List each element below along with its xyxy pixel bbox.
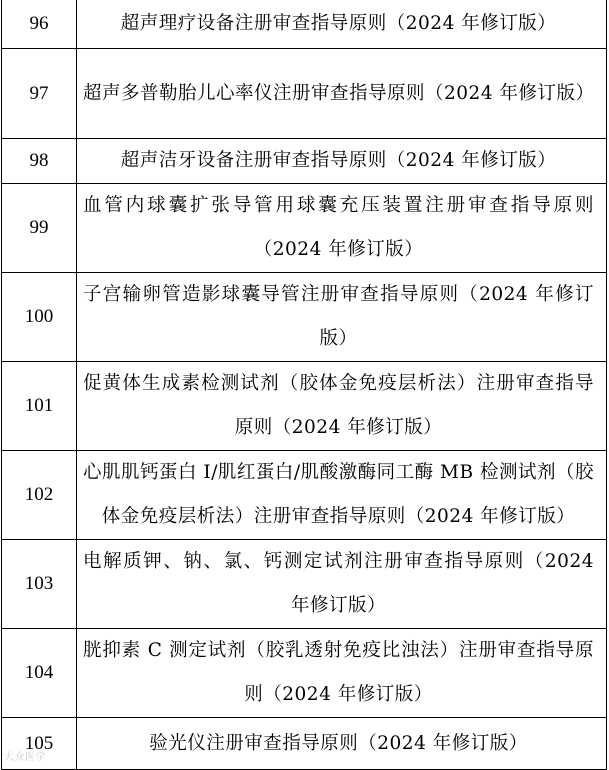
table-row bbox=[2, 629, 607, 718]
row-number: 105 bbox=[2, 718, 77, 770]
row-number: 103 bbox=[2, 540, 77, 629]
guideline-title: 电解质钾、钠、氯、钙测定试剂注册审查指导原则（2024 年修订版） bbox=[77, 540, 607, 629]
table-row bbox=[2, 0, 607, 49]
watermark-logo bbox=[4, 748, 46, 763]
table-row bbox=[2, 184, 607, 273]
row-number: 101 bbox=[2, 362, 77, 451]
table-row bbox=[2, 273, 607, 362]
row-number: 104 bbox=[2, 629, 77, 718]
guideline-title: 超声洁牙设备注册审查指导原则（2024 年修订版） bbox=[77, 139, 607, 184]
table-row bbox=[2, 139, 607, 184]
row-number: 102 bbox=[2, 451, 77, 540]
guideline-title: 超声多普勒胎儿心率仪注册审查指导原则（2024 年修订版） bbox=[77, 49, 607, 139]
table-row bbox=[2, 362, 607, 451]
guideline-title: 促黄体生成素检测试剂（胶体金免疫层析法）注册审查指导原则（2024 年修订版） bbox=[77, 362, 607, 451]
guideline-table bbox=[1, 0, 607, 770]
row-number: 99 bbox=[2, 184, 77, 273]
guideline-title: 子宫输卵管造影球囊导管注册审查指导原则（2024 年修订版） bbox=[77, 273, 607, 362]
table-row bbox=[2, 540, 607, 629]
row-number: 96 bbox=[2, 0, 77, 49]
table-row bbox=[2, 718, 607, 770]
table-row bbox=[2, 451, 607, 540]
row-number: 98 bbox=[2, 139, 77, 184]
table-row bbox=[2, 49, 607, 139]
guideline-title: 验光仪注册审查指导原则（2024 年修订版） bbox=[77, 718, 607, 770]
guideline-title: 胱抑素 C 测定试剂（胶乳透射免疫比浊法）注册审查指导原则（2024 年修订版） bbox=[77, 629, 607, 718]
guideline-title: 血管内球囊扩张导管用球囊充压装置注册审查指导原则（2024 年修订版） bbox=[77, 184, 607, 273]
watermark-text: 大众医学 bbox=[4, 752, 46, 763]
row-number: 97 bbox=[2, 49, 77, 139]
guideline-title: 心肌肌钙蛋白 I/肌红蛋白/肌酸激酶同工酶 MB 检测试剂（胶体金免疫层析法）注册审查指导原则（2024 年修订版） bbox=[77, 451, 607, 540]
row-number: 100 bbox=[2, 273, 77, 362]
guideline-title: 超声理疗设备注册审查指导原则（2024 年修订版） bbox=[77, 0, 607, 49]
